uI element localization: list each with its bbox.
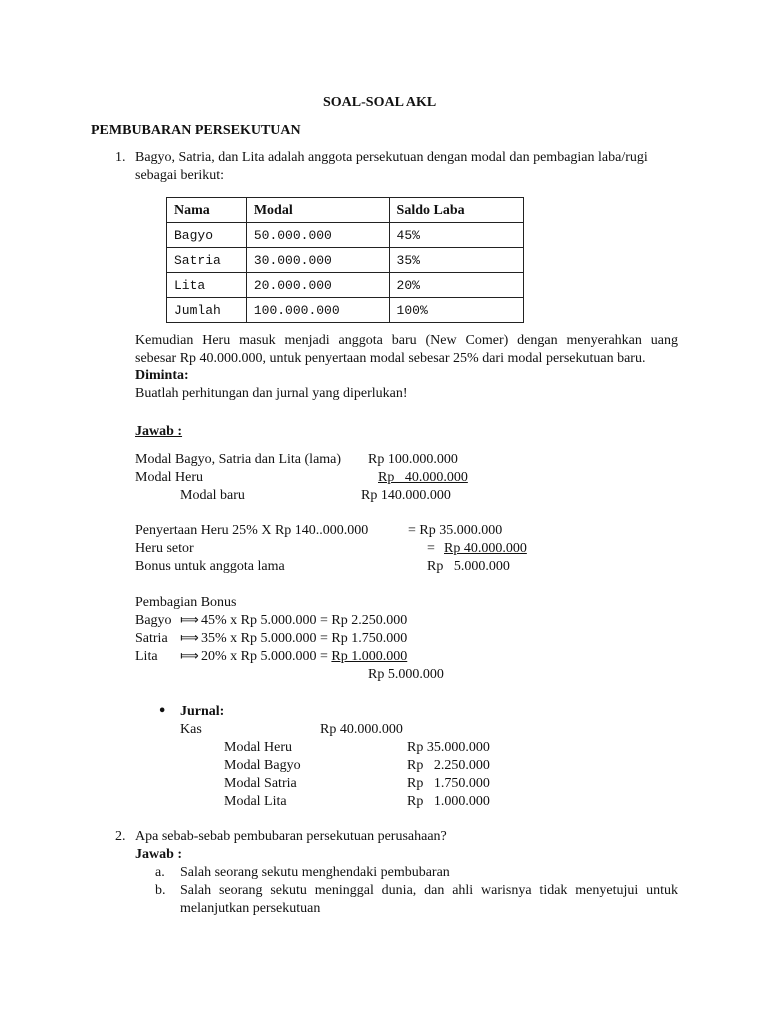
- jurnal-debit-value: Rp 40.000.000: [320, 722, 403, 737]
- bonus-name: Satria: [135, 631, 168, 646]
- penyertaan-label: Penyertaan Heru 25% X Rp 140..000.000: [135, 523, 369, 538]
- table-cell: 100%: [389, 298, 523, 323]
- list-item: Salah seorang sekutu meninggal dunia, dan ahli warisnya tidak menyetujui untuk: [180, 883, 678, 898]
- table-header-cell: Nama: [167, 198, 247, 223]
- table-cell: 45%: [389, 223, 523, 248]
- list-item-continued: melanjutkan persekutuan: [180, 901, 321, 916]
- problem-text: Kemudian Heru masuk menjadi anggota baru (New Comer) dengan menyerahkan uang: [135, 333, 678, 348]
- jurnal-credit-account: Modal Lita: [224, 794, 287, 809]
- implies-arrow-icon: ⟾: [180, 613, 199, 628]
- heru-setor-label: Heru setor: [135, 541, 194, 556]
- table-header-cell: Saldo Laba: [389, 198, 523, 223]
- bonus-lama-value: Rp 5.000.000: [427, 559, 510, 574]
- jurnal-credit-value: Rp 2.250.000: [407, 758, 490, 773]
- bonus-heading: Pembagian Bonus: [135, 595, 237, 610]
- question-text: Bagyo, Satria, dan Lita adalah anggota persekutuan dengan modal dan pembagian laba/rugi: [135, 150, 648, 165]
- table-cell: Jumlah: [167, 298, 247, 323]
- table-cell: Bagyo: [167, 223, 247, 248]
- heru-setor-value: Rp 40.000.000: [444, 541, 527, 556]
- jurnal-credit-account: Modal Heru: [224, 740, 293, 755]
- bonus-calc: 35% x Rp 5.000.000 = Rp 1.750.000: [201, 631, 408, 646]
- table-row: [167, 273, 524, 298]
- jurnal-credit-account: Modal Bagyo: [224, 758, 301, 773]
- jawab-label: Jawab :: [135, 847, 183, 862]
- section-heading: PEMBUBARAN PERSEKUTUAN: [91, 123, 301, 138]
- bonus-calc-text: 20% x Rp 5.000.000 =: [201, 649, 332, 664]
- bonus-calc: [201, 648, 407, 665]
- table-cell: 20.000.000: [246, 273, 389, 298]
- table-row: [167, 248, 524, 273]
- list-item: Salah seorang sekutu menghendaki pembubaran: [180, 865, 450, 880]
- penyertaan-value: = Rp 35.000.000: [408, 523, 503, 538]
- heru-setor-eq: =: [427, 541, 435, 556]
- question-text: sebagai berikut:: [135, 168, 225, 183]
- list-marker: a.: [155, 865, 165, 880]
- table-row: [167, 223, 524, 248]
- list-marker: b.: [155, 883, 166, 898]
- jurnal-credit-account: Modal Satria: [224, 776, 297, 791]
- table-row: [167, 298, 524, 323]
- bonus-calc-underlined: Rp 1.000.000: [331, 649, 408, 664]
- modal-lama-value: Rp 100.000.000: [368, 452, 458, 467]
- bonus-name: Bagyo: [135, 613, 172, 628]
- jurnal-debit-account: Kas: [180, 722, 202, 737]
- question-text: Apa sebab-sebab pembubaran persekutuan perusahaan?: [135, 829, 447, 844]
- modal-lama-label: Modal Bagyo, Satria dan Lita (lama): [135, 452, 342, 467]
- jurnal-credit-value: Rp 35.000.000: [407, 740, 490, 755]
- diminta-label: Diminta:: [135, 368, 189, 383]
- table-header-cell: Modal: [246, 198, 389, 223]
- modal-baru-value: Rp 140.000.000: [361, 488, 451, 503]
- modal-baru-label: Modal baru: [180, 488, 245, 503]
- bonus-calc: 45% x Rp 5.000.000 = Rp 2.250.000: [201, 613, 408, 628]
- table-cell: 50.000.000: [246, 223, 389, 248]
- question-number: 1.: [115, 150, 126, 165]
- table-cell: 35%: [389, 248, 523, 273]
- table-cell: Lita: [167, 273, 247, 298]
- table-cell: Satria: [167, 248, 247, 273]
- table-cell: 20%: [389, 273, 523, 298]
- table-header-row: [167, 198, 524, 223]
- bullet-icon: •: [158, 704, 167, 719]
- diminta-text: Buatlah perhitungan dan jurnal yang diperlukan!: [135, 386, 408, 401]
- implies-arrow-icon: ⟾: [180, 631, 199, 646]
- modal-heru-label: Modal Heru: [135, 470, 204, 485]
- bonus-lama-label: Bonus untuk anggota lama: [135, 559, 285, 574]
- implies-arrow-icon: ⟾: [180, 649, 199, 664]
- bonus-total: Rp 5.000.000: [368, 667, 444, 682]
- page-title: SOAL-SOAL AKL: [323, 95, 437, 110]
- jawab-label: Jawab :: [135, 424, 183, 439]
- table-cell: 100.000.000: [246, 298, 389, 323]
- capital-table: [166, 197, 524, 323]
- question-number: 2.: [115, 829, 126, 844]
- jurnal-label: Jurnal:: [180, 704, 225, 719]
- bonus-name: Lita: [135, 649, 158, 664]
- jurnal-credit-value: Rp 1.750.000: [407, 776, 490, 791]
- modal-heru-value: Rp 40.000.000: [378, 470, 468, 485]
- jurnal-credit-value: Rp 1.000.000: [407, 794, 490, 809]
- problem-text: sebesar Rp 40.000.000, untuk penyertaan modal sebesar 25% dari modal persekutuan baru.: [135, 351, 646, 366]
- table-cell: 30.000.000: [246, 248, 389, 273]
